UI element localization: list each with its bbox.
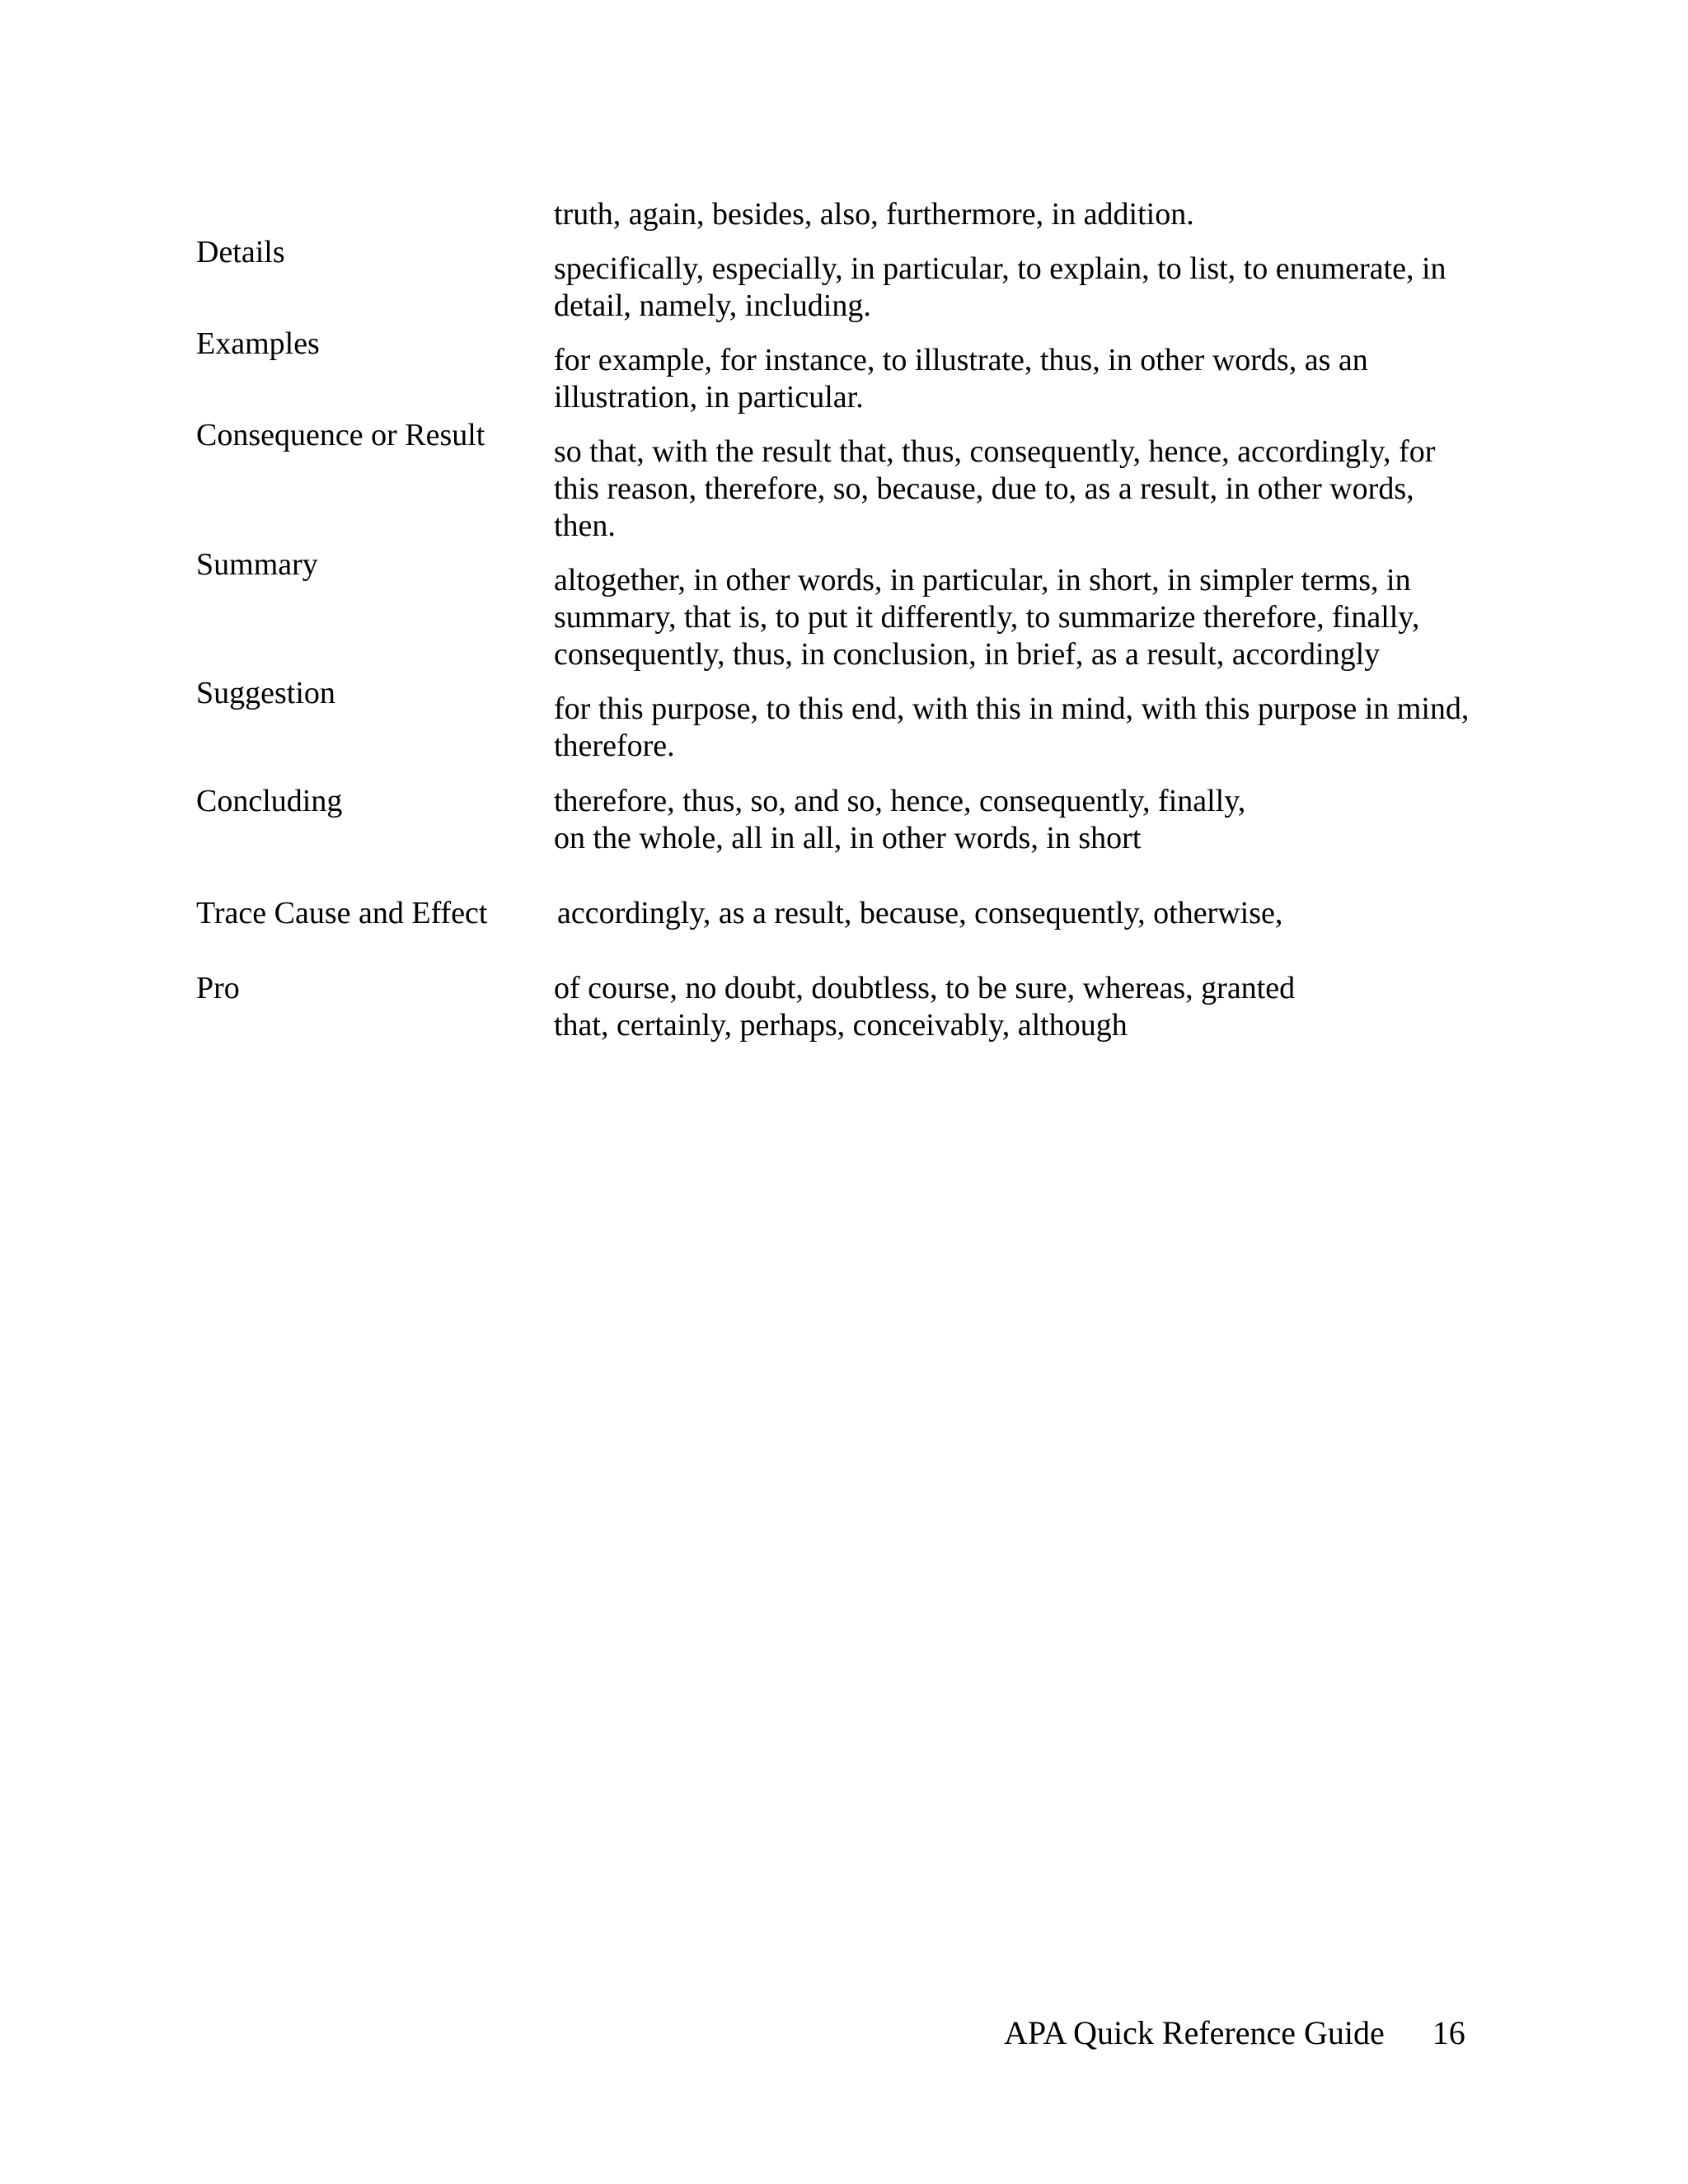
row-label-concluding: Concluding bbox=[196, 784, 343, 818]
transition-words-suggestion bbox=[554, 691, 1469, 765]
transition-words-consequence bbox=[554, 434, 1435, 545]
row-label-details: Details bbox=[196, 235, 285, 269]
text-line: on the whole, all in all, in other words, in short bbox=[554, 821, 1142, 855]
text-line: for example, for instance, to illustrate, thus, in other words, as an bbox=[554, 343, 1368, 377]
row-label-summary: Summary bbox=[196, 547, 318, 582]
text-line: therefore, thus, so, and so, hence, consequently, finally, bbox=[554, 784, 1246, 818]
text-line: so that, with the result that, thus, consequently, hence, accordingly, for bbox=[554, 434, 1436, 469]
row-label-trace-cause-and-effect: Trace Cause and Effect bbox=[196, 896, 488, 930]
transition-words-continued bbox=[554, 196, 1194, 233]
text-line: altogether, in other words, in particular, in short, in simpler terms, in bbox=[554, 563, 1411, 598]
transition-words-concluding bbox=[554, 783, 1245, 857]
row-label-pro: Pro bbox=[196, 971, 240, 1005]
text-line: then. bbox=[554, 509, 616, 543]
text-line: this reason, therefore, so, because, due to, as a result, in other words, bbox=[554, 471, 1414, 506]
text-line: accordingly, as a result, because, consequently, otherwise, bbox=[557, 896, 1283, 930]
text-line: of course, no doubt, doubtless, to be sure, whereas, granted bbox=[554, 971, 1296, 1005]
text-line: consequently, thus, in conclusion, in brief, as a result, accordingly bbox=[554, 637, 1381, 672]
page-footer bbox=[1004, 2013, 1465, 2053]
text-line: therefore. bbox=[554, 729, 675, 763]
transition-words-cause-effect bbox=[557, 895, 1282, 932]
text-line: specifically, especially, in particular, to explain, to list, to enumerate, in bbox=[554, 251, 1447, 286]
text-line: for this purpose, to this end, with this in mind, with this purpose in mind, bbox=[554, 691, 1470, 726]
row-label-consequence-or-result: Consequence or Result bbox=[196, 418, 485, 452]
transition-words-pro bbox=[554, 970, 1295, 1044]
text-line: detail, namely, including. bbox=[554, 288, 871, 323]
page-number: 16 bbox=[1432, 2014, 1465, 2051]
row-label-suggestion: Suggestion bbox=[196, 676, 335, 710]
text-line: truth, again, besides, also, furthermore, in addition. bbox=[554, 197, 1194, 232]
text-line: summary, that is, to put it differently, to summarize therefore, finally, bbox=[554, 600, 1420, 635]
text-line: illustration, in particular. bbox=[554, 380, 864, 415]
text-line: that, certainly, perhaps, conceivably, although bbox=[554, 1008, 1128, 1043]
transition-words-examples bbox=[554, 342, 1368, 416]
row-label-examples: Examples bbox=[196, 326, 320, 361]
footer-title: APA Quick Reference Guide bbox=[1004, 2014, 1385, 2051]
transition-words-details bbox=[554, 251, 1447, 325]
transition-words-summary bbox=[554, 562, 1419, 673]
